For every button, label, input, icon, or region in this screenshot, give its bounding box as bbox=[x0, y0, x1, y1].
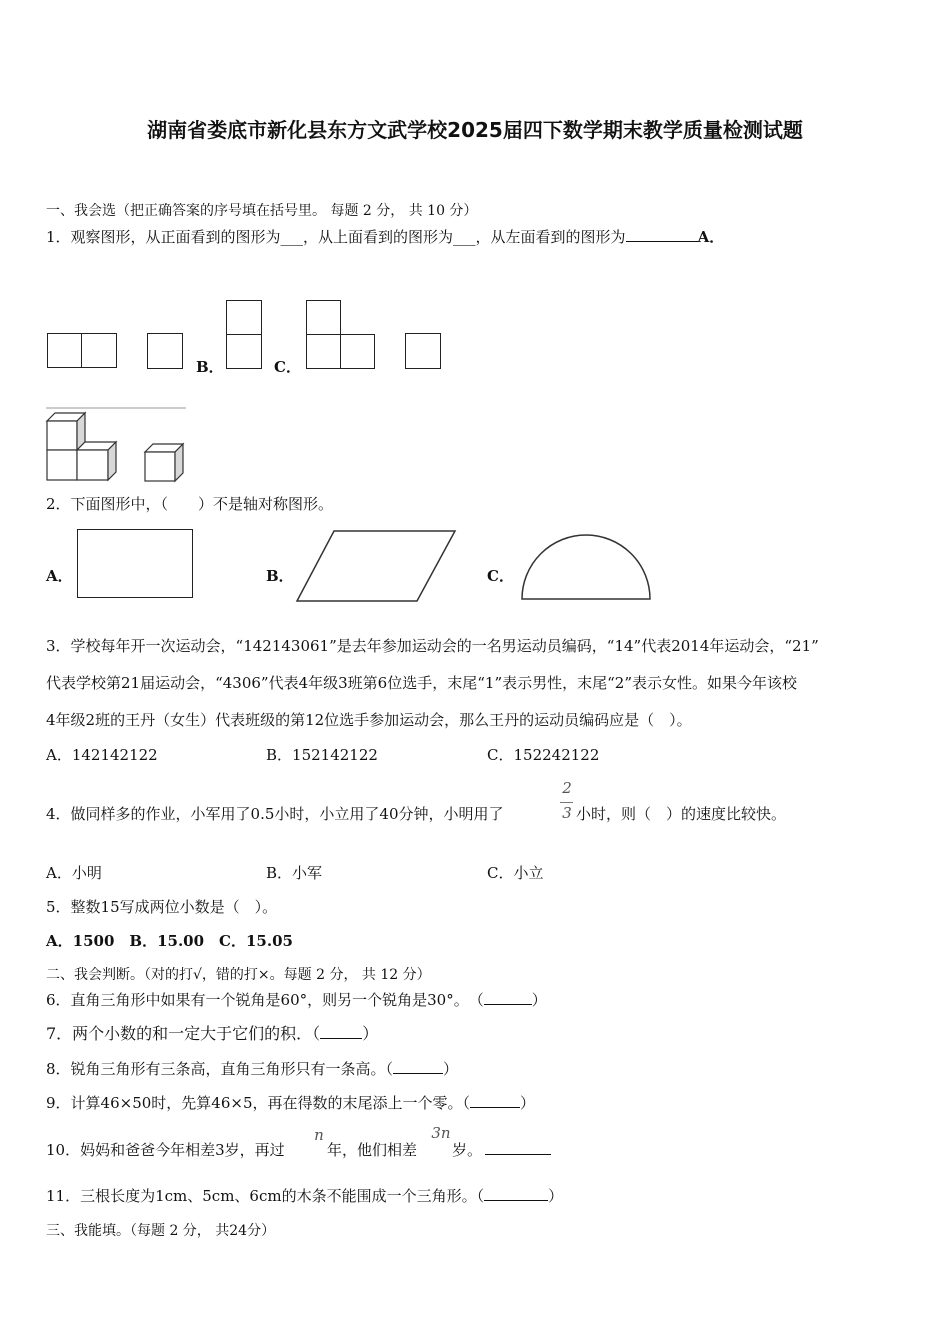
option-c-label: C． bbox=[274, 358, 301, 376]
question-3-line-1: 3．学校每年开一次运动会，“142143061”是去年参加运动会的一名男运动员编码，“14”代表2014年运动会，“21” bbox=[46, 637, 819, 655]
answer-blank[interactable] bbox=[484, 990, 532, 1005]
view-square bbox=[226, 300, 262, 335]
variable-3n: 3n bbox=[431, 1124, 451, 1142]
question-8 bbox=[46, 1059, 458, 1079]
option-a: A．142142122 bbox=[46, 746, 158, 764]
cube-stack-figure bbox=[46, 407, 191, 483]
answer-blank[interactable] bbox=[484, 1186, 548, 1201]
view-square bbox=[405, 333, 441, 369]
fraction-bar bbox=[560, 802, 573, 803]
view-square bbox=[306, 334, 341, 369]
question-10-suffix: 岁。 bbox=[452, 1141, 483, 1159]
variable-n: n bbox=[314, 1126, 324, 1144]
answer-blank[interactable] bbox=[485, 1140, 551, 1155]
option-b-label: B． bbox=[196, 358, 224, 376]
close-paren: ） bbox=[520, 1094, 536, 1112]
question-5-text: 5．整数15写成两位小数是（ ）。 bbox=[46, 898, 278, 916]
answer-blank[interactable] bbox=[470, 1093, 520, 1108]
question-10-text-part-3 bbox=[452, 1140, 551, 1160]
question-5-options: A．1500 B．15.00 C．15.05 bbox=[46, 932, 293, 950]
section-3-heading: 三、我能填。（每题 2 分， 共24分） bbox=[46, 1223, 276, 1239]
option-c: C．小立 bbox=[487, 864, 544, 882]
question-6 bbox=[46, 990, 547, 1010]
rectangle-shape bbox=[77, 529, 193, 598]
fraction-numerator: 2 bbox=[562, 779, 572, 797]
view-square bbox=[340, 334, 375, 369]
question-10-text-part-1: 10．妈妈和爸爸今年相差3岁，再过 bbox=[46, 1141, 285, 1159]
option-a-label: A． bbox=[46, 567, 73, 585]
question-2-text: 2．下面图形中，（ ）不是轴对称图形。 bbox=[46, 495, 334, 513]
section-1-heading: 一、我会选（把正确答案的序号填在括号里。 每题 2 分， 共 10 分） bbox=[46, 203, 478, 219]
question-9-text: 9．计算46×50时，先算46×5，再在得数的末尾添上一个零。（ bbox=[46, 1094, 470, 1112]
option-a: A．小明 bbox=[46, 864, 102, 882]
question-1 bbox=[46, 227, 724, 247]
view-square bbox=[226, 334, 262, 369]
view-square bbox=[306, 300, 341, 335]
view-square bbox=[47, 333, 82, 368]
question-1-text: 1．观察图形，从正面看到的图形为___，从上面看到的图形为___，从左面看到的图形为 bbox=[46, 228, 626, 246]
question-7-text: 7．两个小数的和一定大于它们的积．（ bbox=[46, 1024, 321, 1043]
option-b-label: B． bbox=[266, 567, 294, 585]
close-paren: ） bbox=[548, 1187, 564, 1205]
fraction-denominator: 3 bbox=[562, 804, 572, 822]
question-11 bbox=[46, 1186, 563, 1206]
view-square bbox=[147, 333, 183, 369]
parallelogram-shape bbox=[296, 529, 458, 603]
question-3-line-3: 4年级2班的王丹（女生）代表班级的第12位选手参加运动会，那么王丹的运动员编码应是（ ）。 bbox=[46, 711, 692, 729]
question-8-text: 8．锐角三角形有三条高，直角三角形只有一条高。（ bbox=[46, 1060, 394, 1078]
answer-blank[interactable] bbox=[320, 1024, 362, 1039]
question-9 bbox=[46, 1093, 535, 1113]
question-11-text: 11．三根长度为1cm、5cm、6cm的木条不能围成一个三角形。（ bbox=[46, 1187, 485, 1205]
page-title: 湖南省娄底市新化县东方文武学校2025届四下数学期末教学质量检测试题 bbox=[147, 118, 803, 142]
option-c: C．152242122 bbox=[487, 746, 600, 764]
question-6-text: 6．直角三角形中如果有一个锐角是60°，则另一个锐角是30°。 （ bbox=[46, 991, 484, 1009]
option-c-label: C． bbox=[487, 567, 514, 585]
question-4-text-part-1: 4．做同样多的作业，小军用了0.5小时，小立用了40分钟，小明用了 bbox=[46, 805, 504, 823]
question-3-line-2: 代表学校第21届运动会，“4306”代表4年级3班第6位选手，末尾“1”表示男性，末尾“2”表示女性。如果今年该校 bbox=[46, 674, 797, 692]
view-square bbox=[81, 333, 117, 368]
question-7 bbox=[46, 1024, 378, 1044]
semicircle-shape bbox=[520, 533, 654, 603]
section-2-heading: 二、我会判断。（对的打√，错的打×。每题 2 分， 共 12 分） bbox=[46, 967, 431, 983]
option-b: B．小军 bbox=[266, 864, 323, 882]
answer-blank[interactable] bbox=[626, 227, 698, 242]
option-a-label: A． bbox=[697, 228, 725, 246]
close-paren: ） bbox=[443, 1060, 459, 1078]
close-paren: ） bbox=[362, 1024, 379, 1043]
question-4-text-part-2: 小时，则（ ）的速度比较快。 bbox=[576, 805, 787, 823]
answer-blank[interactable] bbox=[393, 1059, 443, 1074]
close-paren: ） bbox=[531, 991, 547, 1009]
question-10-text-part-2: 年，他们相差 bbox=[327, 1141, 418, 1159]
option-b: B．152142122 bbox=[266, 746, 378, 764]
